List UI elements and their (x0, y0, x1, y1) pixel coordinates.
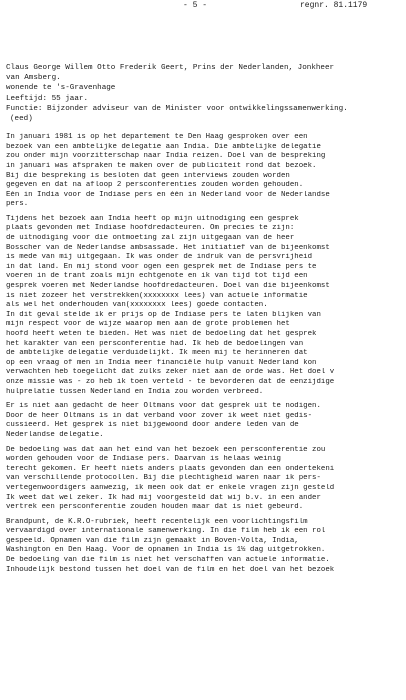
paragraph-line: hulprelatie tussen Nederland en India zou worden verbreed. (6, 387, 264, 396)
paragraph-line: cussieerd. Het gesprek is niet bijgewoond door andere leden van de (6, 421, 299, 430)
paragraph-line: Brandpunt, de K.R.O-rubriek, heeft recentelijk een voorlichtingsfilm (6, 517, 308, 526)
paragraph-line: als wel het onderhouden van(xxxxxxxx lees) goede contacten. (6, 301, 268, 310)
statement-paragraphs (6, 133, 402, 575)
witness-residence: wonende te 's-Gravenhage (6, 84, 116, 93)
paragraph-line: In dit geval stelde ik er prijs op de Indiase pers te laten blijken van (6, 310, 321, 319)
paragraph-line: mijn respect voor de wijze waarop men aan de grote problemen het (6, 320, 290, 329)
paragraph-line: plaats gevonden met Indiase hoofdredacteuren. Om precies te zijn: (6, 224, 295, 233)
paragraph-line: pers. (6, 200, 29, 209)
witness-age: Leeftijd: 55 jaar. (6, 94, 89, 103)
paragraph-line: bezoek van een ambtelijke delegatie aan India. Die ambtelijke delegatie (6, 142, 321, 151)
paragraph-line: is mede van mij uitgegaan. Ik was onder de indruk van de persvrijheid (6, 253, 313, 262)
paragraph-line: Inhoudelijk bestond tussen het doel van de film en het doel van het bezoek (6, 565, 335, 574)
paragraph-line: het karakter van een persconferentie had. Ik heb de bedoelingen van (6, 339, 304, 348)
paragraph-line: terecht gekomen. Er heeft niets anders plaats gevonden dan een ondertekeni (6, 464, 335, 473)
paragraph-line: Door de heer Oltmans is in dat verband voor zover ik weet niet gedis- (6, 411, 313, 420)
paragraph-line: de ambtelijke delegatie verduidelijkt. Ik meen mij te herinneren dat (6, 349, 308, 358)
paragraph-line: Washington en Den Haag. Voor de opnamen in India is 1½ dag uitgetrokken. (6, 546, 326, 555)
paragraph-line: Eén in India voor de Indiase pers en één in Nederland voor de Nederlandse (6, 190, 330, 199)
paragraph-line: de uitnodiging voor die ontmoeting zal zijn uitgegaan van de heer (6, 234, 295, 243)
statement-paragraph (6, 446, 402, 513)
paragraph-line: in januari was afspraken te maken over de publiciteit rond dat bezoek. (6, 161, 317, 170)
registration-number: regnr. 81.1179 (300, 1, 368, 10)
statement-paragraph (6, 215, 402, 397)
paragraph-line: voeren in de trant zoals mijn echtgenote en ik van tijd tot tijd een (6, 272, 308, 281)
page-header (0, 1, 406, 13)
paragraph-line: Bij die bespreking is besloten dat geen interviews zouden worden (6, 171, 290, 180)
paragraph-line: worden gehouden voor de Indiase pers. Daarvan is helaas weinig (6, 455, 281, 464)
paragraph-line: op een vraag of men in India meer financiële hulp vanuit Nederland kon (6, 358, 317, 367)
paragraph-line: vervaardigd over internationale samenwerking. In die film heb ik een rol (6, 527, 326, 536)
paragraph-line: van verschillende protocollen. Bij die plechtigheid waren naar ik pers- (6, 474, 321, 483)
paragraph-line: zou onder mijn voorzitterschap naar India reizen. Doel van de bespreking (6, 152, 326, 161)
paragraph-line: gespeeld. Opnamen van die film zijn gemaakt in Boven-Volta, India, (6, 536, 299, 545)
paragraph-line: De bedoeling was dat aan het eind van het bezoek een persconferentie zou (6, 445, 326, 454)
oath-marker: (eed) (10, 114, 33, 123)
witness-function: Functie: Bijzonder adviseur van de Minister voor ontwikkelingssamenwerking. (6, 104, 348, 113)
witness-identity (6, 63, 402, 133)
paragraph-line: Tijdens het bezoek aan India heeft op mijn uitnodiging een gesprek (6, 214, 299, 223)
paragraph-line: vertegenwoordigers aanwezig, ik meen ook dat er enkele vragen zijn gesteld (6, 483, 335, 492)
paragraph-line: gesprek voeren met Nederlandse hoofdredacteuren. Doel van die bijeenkomst (6, 282, 330, 291)
statement-paragraph (6, 402, 402, 440)
paragraph-line: Ik weet dat wel zeker. Ik had mij voorgesteld dat wij b.v. in een ander (6, 493, 321, 502)
statement-paragraph (6, 518, 402, 576)
paragraph-line: in dat land. En mij stond voor ogen een gesprek met de Indiase pers te (6, 262, 317, 271)
paragraph-line: verwachten heb toegelicht dat zulks zeker niet aan de orde was. Het doel v (6, 368, 335, 377)
paragraph-line: gegeven en dat na afloop 2 persconferenties zouden worden gehouden. (6, 181, 304, 190)
witness-name: Claus George Willem Otto Frederik Geert, Prins der Nederlanden, Jonkheer (6, 64, 335, 72)
paragraph-line: De bedoeling van die film is niet het verschaffen van actuele informatie. (6, 556, 330, 565)
paragraph-line: Nederlandse delegatie. (6, 430, 104, 439)
witness-name-continued: van Amsberg. (6, 74, 61, 83)
paragraph-line: vertrek een persconferentie zouden houden maar dat is niet gebeurd. (6, 503, 304, 512)
paragraph-line: Er is niet aan gedacht de heer Oltmans voor dat gesprek uit te nodigen. (6, 402, 321, 411)
page-number: - 5 - (183, 1, 208, 10)
paragraph-line: In januari 1981 is op het departement te Den Haag gesproken over een (6, 133, 308, 142)
paragraph-line: is niet zozeer het verstrekken(xxxxxxxx lees) van actuele informatie (6, 291, 308, 300)
document-body (6, 63, 402, 575)
paragraph-line: Bosscher van de Nederlandse ambsassade. Het initiatief van de bijeenkomst (6, 243, 330, 252)
statement-paragraph (6, 133, 402, 210)
paragraph-line: onze missie was - zo heb ik toen verteld - te bevorderen dat de eenzijdige (6, 377, 335, 386)
paragraph-line: hoofd heeft weten te bieden. Het was niet de bedoeling dat het gesprek (6, 330, 317, 338)
